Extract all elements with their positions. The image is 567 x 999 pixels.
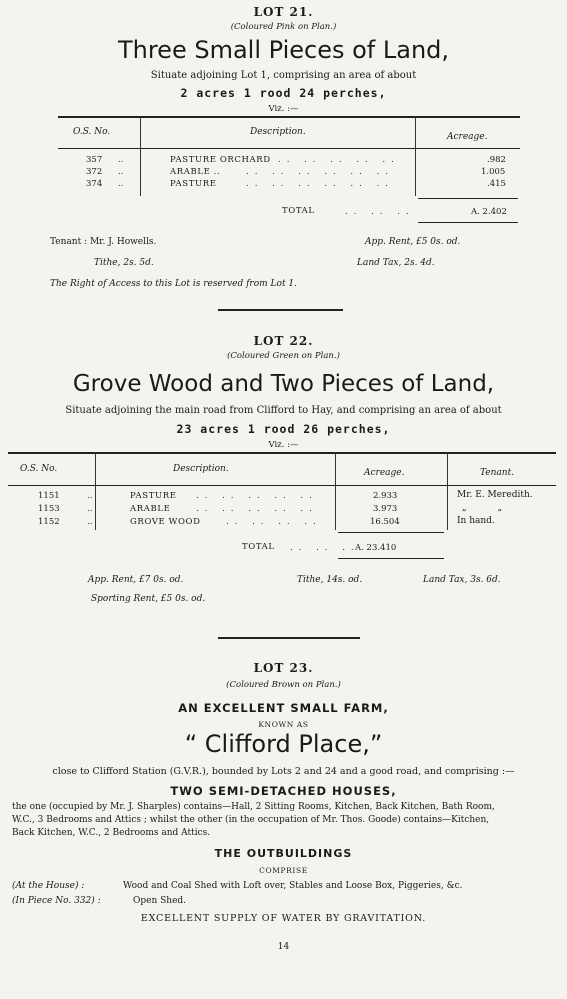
lot21-heading: LOT 21. xyxy=(253,5,314,19)
tenant: „ „ xyxy=(462,503,503,513)
lot22-sporting-rent: Sporting Rent, £5 0s. od. xyxy=(91,594,206,604)
lot23-heading: LOT 23. xyxy=(253,661,314,675)
acreage: .415 xyxy=(487,179,506,189)
lot21-access-note: The Right of Access to this Lot is reserved from Lot 1. xyxy=(50,279,298,289)
description: ARABLE xyxy=(130,504,171,514)
lot23-title: “ Clifford Place,” xyxy=(184,730,383,758)
lot22-colour: (Coloured Green on Plan.) xyxy=(227,351,340,361)
lot21-total-value: A. 2.402 xyxy=(471,207,507,217)
lot23-colour: (Coloured Brown on Plan.) xyxy=(226,680,341,690)
os-number: 374 xyxy=(86,179,103,189)
description: PASTURE xyxy=(170,179,217,189)
lot22-col-tenant: Tenant. xyxy=(480,468,515,478)
lot21-col-description: Description. xyxy=(250,127,306,137)
lot23-houses: TWO SEMI-DETACHED HOUSES, xyxy=(170,784,397,798)
lot23-piece-text: Open Shed. xyxy=(133,896,187,906)
os-number: 1152 xyxy=(38,517,60,527)
acreage: 3.973 xyxy=(373,504,398,514)
lot22-area: 23 acres 1 rood 26 perches, xyxy=(176,422,391,436)
lot21-col-acreage: Acreage. xyxy=(447,132,488,142)
acreage: .982 xyxy=(487,155,506,165)
tenant: Mr. E. Meredith. xyxy=(457,490,533,500)
lot23-farm: AN EXCELLENT SMALL FARM, xyxy=(178,701,389,715)
os-number: 372 xyxy=(86,167,103,177)
description: PASTURE ORCHARD xyxy=(170,155,271,165)
lot21-title: Three Small Pieces of Land, xyxy=(117,36,450,64)
acreage: 16.504 xyxy=(370,517,400,527)
lot23-desc-line-1: the one (occupied by Mr. J. Sharples) contains—Hall, 2 Sitting Rooms, Kitchen, Back Kitchen, Bath Room, xyxy=(12,802,495,812)
lot22-land-tax: Land Tax, 3s. 6d. xyxy=(423,575,501,585)
lot23-outbuildings: THE OUTBUILDINGS xyxy=(214,847,353,860)
lot23-at-house-label: (At the House) : xyxy=(12,881,85,891)
lot22-total-label: TOTAL xyxy=(242,542,275,552)
description: GROVE WOOD xyxy=(130,517,201,527)
lot21-app-rent: App. Rent, £5 0s. od. xyxy=(365,237,461,247)
lot23-comprise: COMPRISE xyxy=(259,866,308,875)
lot21-area: 2 acres 1 rood 24 perches, xyxy=(180,86,387,100)
page-number: 14 xyxy=(277,942,290,952)
lot21-situate: Situate adjoining Lot 1, comprising an area of about xyxy=(150,70,417,81)
os-number: 1151 xyxy=(38,491,60,501)
section-divider xyxy=(218,637,360,639)
lot22-app-rent: App. Rent, £7 0s. od. xyxy=(88,575,184,585)
lot23-close-to: close to Clifford Station (G.V.R.), bounded by Lots 2 and 24 and a good road, and comprising :— xyxy=(52,766,515,777)
lot21-total-label: TOTAL xyxy=(282,206,315,216)
lot23-at-house-text: Wood and Coal Shed with Loft over, Stables and Loose Box, Piggeries, &c. xyxy=(123,881,463,891)
lot22-col-acreage: Acreage. xyxy=(364,468,405,478)
lot21-tithe: Tithe, 2s. 5d. xyxy=(94,258,154,268)
lot21-colour: (Coloured Pink on Plan.) xyxy=(230,22,337,32)
lot23-piece-label: (In Piece No. 332) : xyxy=(12,896,101,906)
lot22-col-description: Description. xyxy=(173,464,229,474)
lot22-viz: Viz. :— xyxy=(268,440,299,450)
lot22-heading: LOT 22. xyxy=(253,334,314,348)
lot21-tenant: Tenant : Mr. J. Howells. xyxy=(50,237,157,247)
lot23-water: EXCELLENT SUPPLY OF WATER BY GRAVITATION. xyxy=(140,913,427,924)
tenant: In hand. xyxy=(457,516,495,526)
section-divider xyxy=(218,309,343,311)
os-number: 1153 xyxy=(38,504,60,514)
description: ARABLE .. xyxy=(170,167,221,177)
lot21-viz: Viz. :— xyxy=(268,104,299,114)
lot23-known-as: KNOWN AS xyxy=(258,720,309,729)
lot23-desc-line-2: W.C., 3 Bedrooms and Attics ; whilst the other (in the occupation of Mr. Thos. Goode) contains—Kitchen, xyxy=(12,815,490,825)
lot22-title: Grove Wood and Two Pieces of Land, xyxy=(72,371,495,397)
lot21-land-tax: Land Tax, 2s. 4d. xyxy=(357,258,435,268)
acreage: 2.933 xyxy=(373,491,398,501)
lot22-situate: Situate adjoining the main road from Clifford to Hay, and comprising an area of about xyxy=(65,405,502,416)
description: PASTURE xyxy=(130,491,177,501)
lot22-total-value: A. 23.410 xyxy=(355,543,397,553)
lot22-tithe: Tithe, 14s. od. xyxy=(297,575,363,585)
lot22-col-os: O.S. No. xyxy=(20,464,58,474)
lot21-col-os: O.S. No. xyxy=(73,127,111,137)
lot23-desc-line-3: Back Kitchen, W.C., 2 Bedrooms and Attics. xyxy=(12,828,211,838)
acreage: 1.005 xyxy=(481,167,506,177)
os-number: 357 xyxy=(86,155,103,165)
